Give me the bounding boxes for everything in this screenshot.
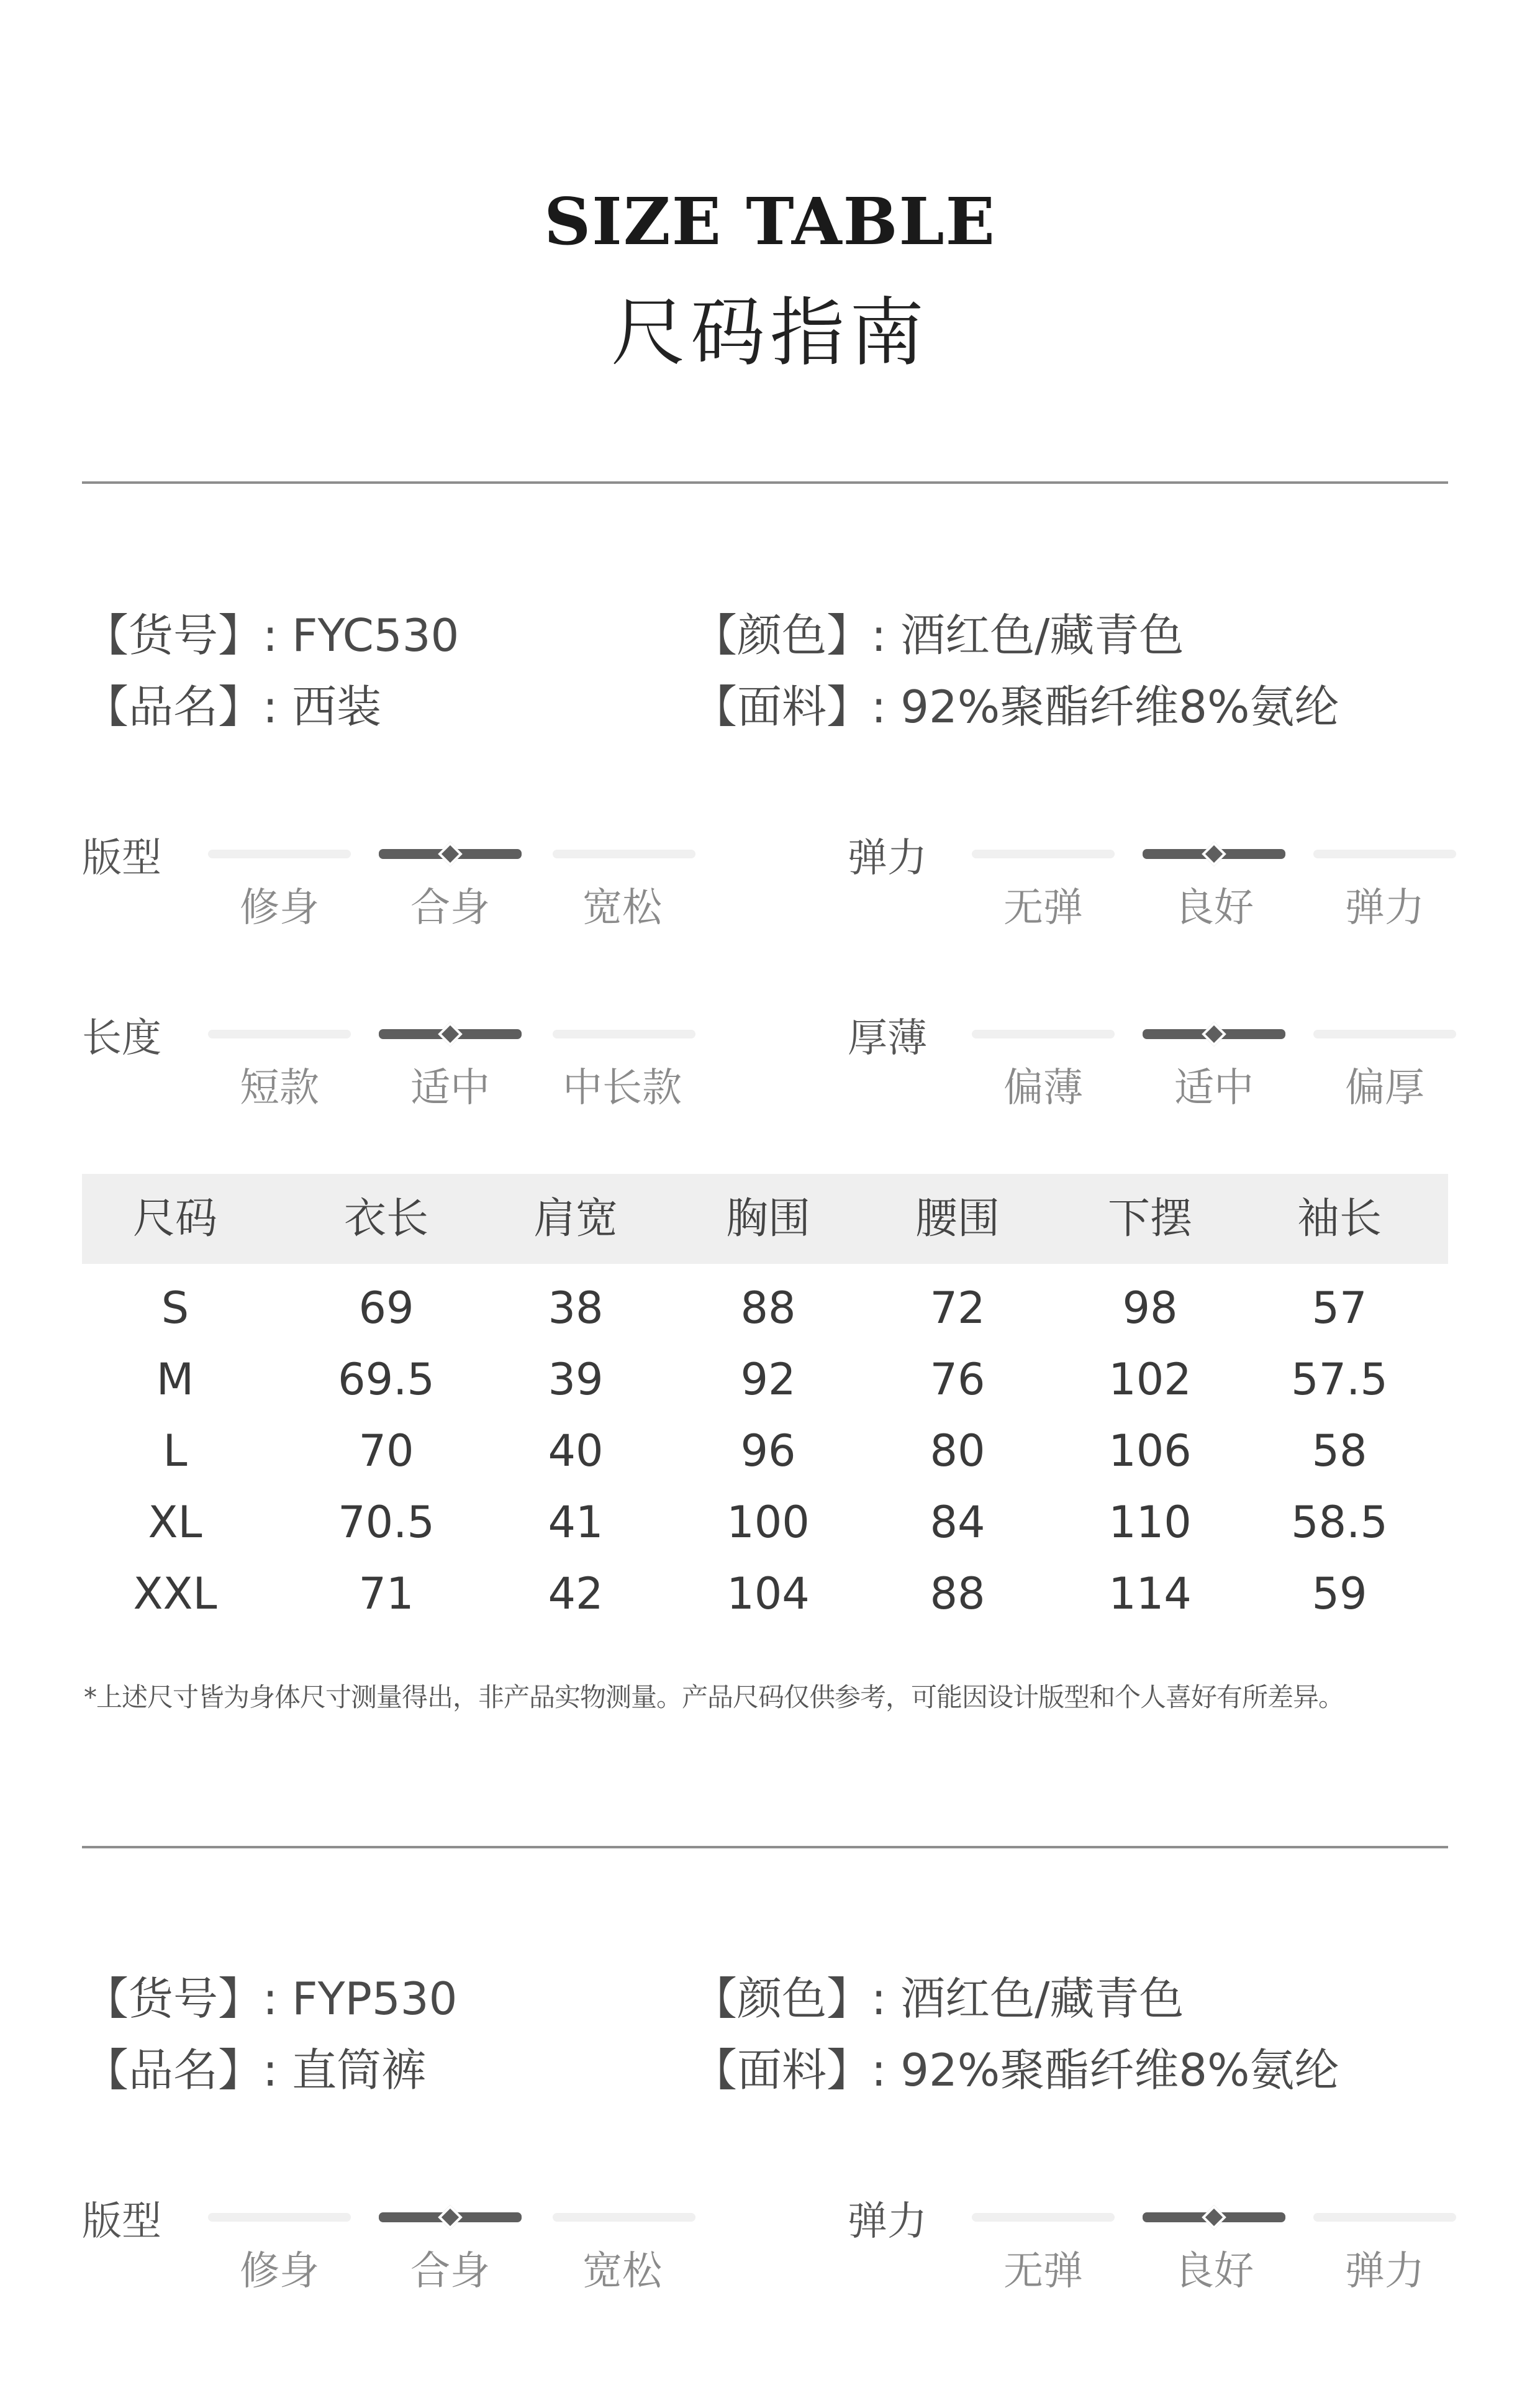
stretch-option-2: 良好 — [1174, 885, 1254, 931]
measurement-cell: 57 — [1311, 1283, 1367, 1333]
item-number: 【货号】: FYP530 — [84, 1973, 458, 2025]
fit-option-3: 宽松 — [582, 885, 662, 931]
measurement-cell: 71 — [358, 1568, 414, 1619]
fit-option-2: 合身 — [410, 2248, 490, 2294]
measurement-cell: 110 — [1108, 1497, 1192, 1548]
product-fabric: 【面料】: 92%聚酯纤维8%氨纶 — [692, 681, 1339, 733]
stretch-track-2-selected — [1143, 2212, 1285, 2222]
stretch-track-3 — [1313, 2213, 1456, 2222]
measurement-cell: 40 — [548, 1425, 604, 1476]
thickness-option-3: 偏厚 — [1345, 1065, 1424, 1111]
measurement-cell: 58 — [1311, 1425, 1367, 1476]
fit-track-1 — [208, 850, 351, 858]
measurement-cell: 41 — [548, 1497, 604, 1548]
measurement-cell: 98 — [1122, 1283, 1178, 1333]
size-cell: S — [161, 1283, 189, 1333]
thickness-track-2-selected — [1143, 1029, 1285, 1039]
fit-option-1: 修身 — [240, 2248, 319, 2294]
measurement-cell: 72 — [930, 1283, 985, 1333]
stretch-option-3: 弹力 — [1345, 2248, 1424, 2294]
length-option-1: 短款 — [240, 1065, 319, 1111]
size-cell: XL — [148, 1497, 202, 1548]
measurement-cell: 80 — [930, 1425, 985, 1476]
title-en: SIZE TABLE — [544, 183, 996, 260]
product-fabric: 【面料】: 92%聚酯纤维8%氨纶 — [692, 2044, 1339, 2096]
measurement-cell: 70 — [358, 1425, 414, 1476]
stretch-label: 弹力 — [848, 2199, 927, 2245]
measurement-cell: 114 — [1108, 1568, 1192, 1619]
fit-option-3: 宽松 — [582, 2248, 662, 2294]
thickness-track-1 — [972, 1030, 1115, 1038]
stretch-track-2-selected — [1143, 849, 1285, 859]
stretch-track-3 — [1313, 850, 1456, 858]
fit-track-1 — [208, 2213, 351, 2222]
stretch-option-3: 弹力 — [1345, 885, 1424, 931]
item-number: 【货号】: FYC530 — [84, 609, 460, 661]
measurement-cell: 76 — [930, 1354, 985, 1405]
col-header-waist: 腰围 — [915, 1194, 1000, 1243]
stretch-track-1 — [972, 850, 1115, 858]
fit-label: 版型 — [82, 835, 161, 881]
product-color: 【颜色】: 酒红色/藏青色 — [692, 1973, 1184, 2025]
measurement-cell: 38 — [548, 1283, 604, 1333]
product-color: 【颜色】: 酒红色/藏青色 — [692, 609, 1184, 661]
thickness-option-1: 偏薄 — [1003, 1065, 1083, 1111]
divider — [82, 481, 1448, 484]
col-header-chest: 胸围 — [725, 1194, 810, 1243]
size-cell: M — [156, 1354, 194, 1405]
thickness-label: 厚薄 — [848, 1015, 927, 1061]
fit-track-2-selected — [379, 849, 522, 859]
measurement-cell: 57.5 — [1291, 1354, 1388, 1405]
divider — [82, 1846, 1448, 1848]
fit-track-3 — [553, 2213, 695, 2222]
length-track-1 — [208, 1030, 351, 1038]
measurement-cell: 102 — [1108, 1354, 1192, 1405]
fit-label: 版型 — [82, 2199, 161, 2245]
length-option-3: 中长款 — [563, 1065, 682, 1111]
fit-option-1: 修身 — [240, 885, 319, 931]
measurement-cell: 58.5 — [1291, 1497, 1388, 1548]
measurement-cell: 42 — [548, 1568, 604, 1619]
size-cell: L — [163, 1425, 188, 1476]
stretch-option-1: 无弹 — [1003, 885, 1083, 931]
col-header-shoulder: 肩宽 — [533, 1194, 618, 1243]
measurement-cell: 70.5 — [338, 1497, 435, 1548]
thickness-option-2: 适中 — [1174, 1065, 1254, 1111]
size-table-header — [82, 1174, 1448, 1264]
measurement-cell: 59 — [1311, 1568, 1367, 1619]
col-header-size: 尺码 — [132, 1194, 217, 1243]
measurement-cell: 39 — [548, 1354, 604, 1405]
measurement-cell: 84 — [930, 1497, 985, 1548]
length-track-3 — [553, 1030, 695, 1038]
measurement-cell: 88 — [930, 1568, 985, 1619]
measurement-cell: 100 — [727, 1497, 810, 1548]
measurement-cell: 96 — [740, 1425, 796, 1476]
product-name: 【品名】: 直筒裤 — [84, 2044, 427, 2096]
length-label: 长度 — [82, 1015, 161, 1061]
measurement-cell: 69.5 — [338, 1354, 435, 1405]
col-header-hem: 下摆 — [1107, 1194, 1192, 1243]
title-cn: 尺码指南 — [611, 290, 929, 376]
measurement-cell: 92 — [740, 1354, 796, 1405]
col-header-sleeve: 袖长 — [1297, 1194, 1382, 1243]
fit-track-2-selected — [379, 2212, 522, 2222]
stretch-option-1: 无弹 — [1003, 2248, 1083, 2294]
size-cell: XXL — [133, 1568, 217, 1619]
stretch-option-2: 良好 — [1174, 2248, 1254, 2294]
measurement-cell: 88 — [740, 1283, 796, 1333]
fit-option-2: 合身 — [410, 885, 490, 931]
fit-track-3 — [553, 850, 695, 858]
thickness-track-3 — [1313, 1030, 1456, 1038]
measurement-cell: 69 — [358, 1283, 414, 1333]
stretch-track-1 — [972, 2213, 1115, 2222]
length-track-2-selected — [379, 1029, 522, 1039]
disclaimer-note: *上述尺寸皆为身体尺寸测量得出，非产品实物测量。产品尺码仅供参考，可能因设计版型和个人喜好有所差异。 — [84, 1682, 1344, 1712]
stretch-label: 弹力 — [848, 835, 927, 881]
length-option-2: 适中 — [410, 1065, 490, 1111]
product-name: 【品名】: 西装 — [84, 681, 382, 733]
col-header-length: 衣长 — [343, 1194, 428, 1243]
measurement-cell: 104 — [727, 1568, 810, 1619]
measurement-cell: 106 — [1108, 1425, 1192, 1476]
